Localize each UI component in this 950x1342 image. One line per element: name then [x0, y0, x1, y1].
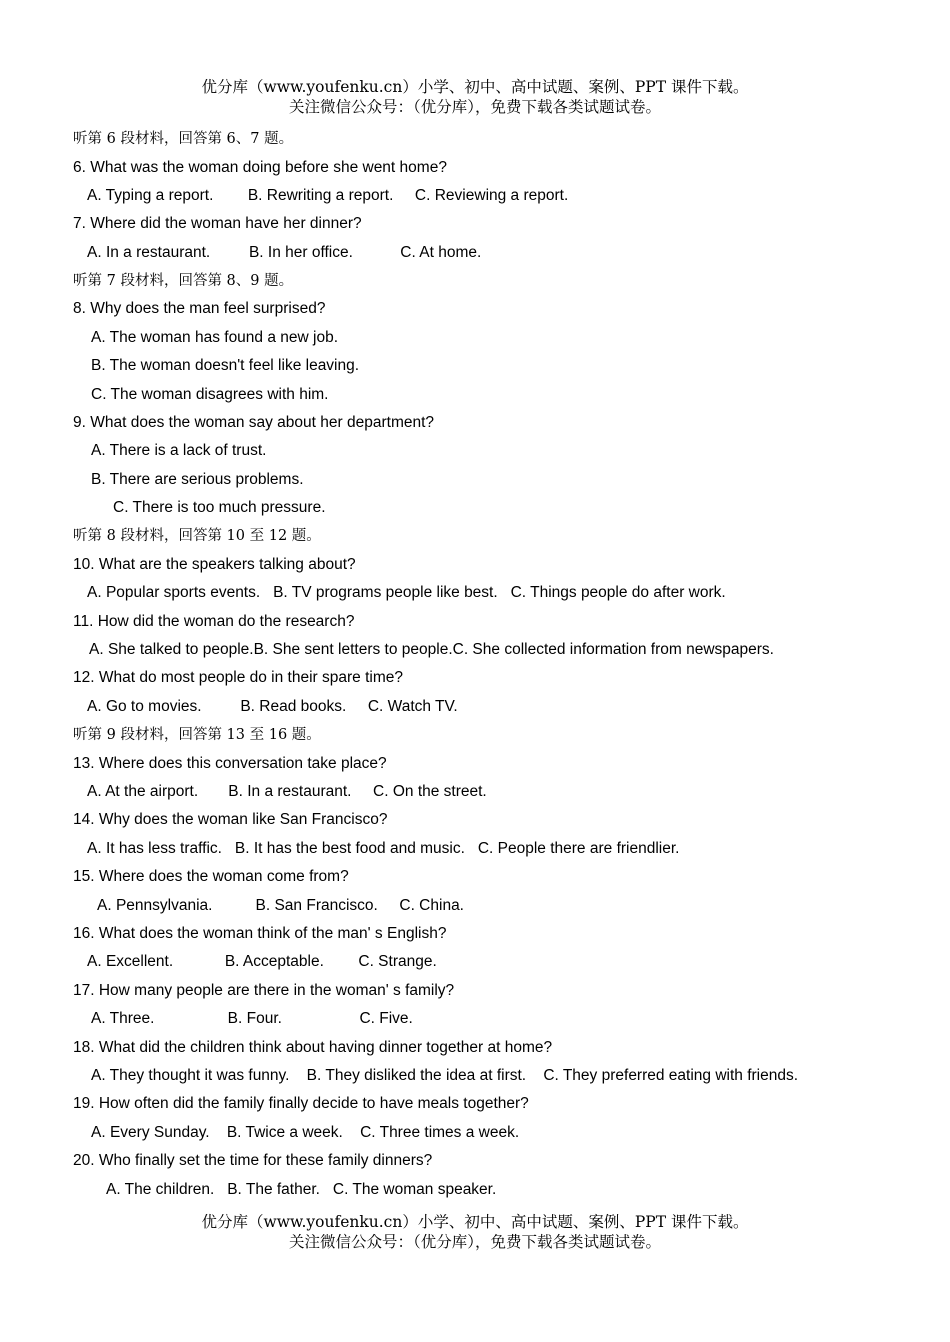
- options: A. Popular sports events. B. TV programs people like best. C. Things people do after work.: [87, 584, 726, 601]
- footer-line-1: 优分库（www.youfenku.cn）小学、初中、高中试题、案例、PPT 课件下载。: [201, 1213, 749, 1231]
- section-heading: 听第 9 段材料，回答第 13 至 16 题。: [73, 727, 321, 743]
- question: 17. How many people are there in the woman' s family?: [73, 982, 455, 999]
- footer-line-2: 关注微信公众号：（优分库），免费下载各类试题试卷。: [288, 1233, 661, 1251]
- question: 10. What are the speakers talking about?: [73, 556, 356, 573]
- options: A. It has less traffic. B. It has the best food and music. C. People there are friendlier.: [87, 840, 680, 857]
- header-line-1: 优分库（www.youfenku.cn）小学、初中、高中试题、案例、PPT 课件下载。: [201, 78, 749, 96]
- section-heading: 听第 8 段材料，回答第 10 至 12 题。: [73, 528, 321, 544]
- question: 6. What was the woman doing before she went home?: [73, 159, 447, 176]
- question: 12. What do most people do in their spare time?: [73, 669, 403, 686]
- options: A. At the airport. B. In a restaurant. C. On the street.: [87, 783, 487, 800]
- question: 20. Who finally set the time for these family dinners?: [73, 1152, 433, 1169]
- options: A. Pennsylvania. B. San Francisco. C. China.: [97, 897, 464, 914]
- options: A. Go to movies. B. Read books. C. Watch TV.: [87, 698, 458, 715]
- question: 13. Where does this conversation take place?: [73, 755, 387, 772]
- question: 14. Why does the woman like San Francisco?: [73, 811, 388, 828]
- options: A. Typing a report. B. Rewriting a report. C. Reviewing a report.: [87, 187, 569, 204]
- header-line-2: 关注微信公众号：（优分库），免费下载各类试题试卷。: [288, 98, 661, 116]
- question: 11. How did the woman do the research?: [73, 613, 355, 630]
- section-heading: 听第 6 段材料，回答第 6、7 题。: [73, 131, 294, 147]
- options: A. In a restaurant. B. In her office. C. At home.: [87, 244, 482, 261]
- question: 15. Where does the woman come from?: [73, 868, 349, 885]
- option: A. There is a lack of trust.: [91, 442, 267, 459]
- question: 16. What does the woman think of the man' s English?: [73, 925, 447, 942]
- section-heading: 听第 7 段材料，回答第 8、9 题。: [73, 273, 294, 289]
- question: 7. Where did the woman have her dinner?: [73, 215, 362, 232]
- option: B. There are serious problems.: [91, 471, 304, 488]
- options: A. Every Sunday. B. Twice a week. C. Three times a week.: [91, 1124, 520, 1141]
- question: 19. How often did the family finally decide to have meals together?: [73, 1095, 529, 1112]
- option: A. The woman has found a new job.: [91, 329, 339, 346]
- options: A. Excellent. B. Acceptable. C. Strange.: [87, 953, 437, 970]
- option: C. The woman disagrees with him.: [91, 386, 329, 403]
- option: C. There is too much pressure.: [113, 499, 326, 516]
- question: 9. What does the woman say about her department?: [73, 414, 435, 431]
- options: A. Three. B. Four. C. Five.: [91, 1010, 413, 1027]
- options: A. They thought it was funny. B. They disliked the idea at first. C. They preferred eating with friends.: [91, 1067, 799, 1084]
- question: 18. What did the children think about having dinner together at home?: [73, 1039, 553, 1056]
- options: A. The children. B. The father. C. The woman speaker.: [106, 1181, 497, 1198]
- question: 8. Why does the man feel surprised?: [73, 300, 326, 317]
- options: A. She talked to people.B. She sent letters to people.C. She collected information from newspapers.: [89, 641, 774, 658]
- option: B. The woman doesn't feel like leaving.: [91, 357, 360, 374]
